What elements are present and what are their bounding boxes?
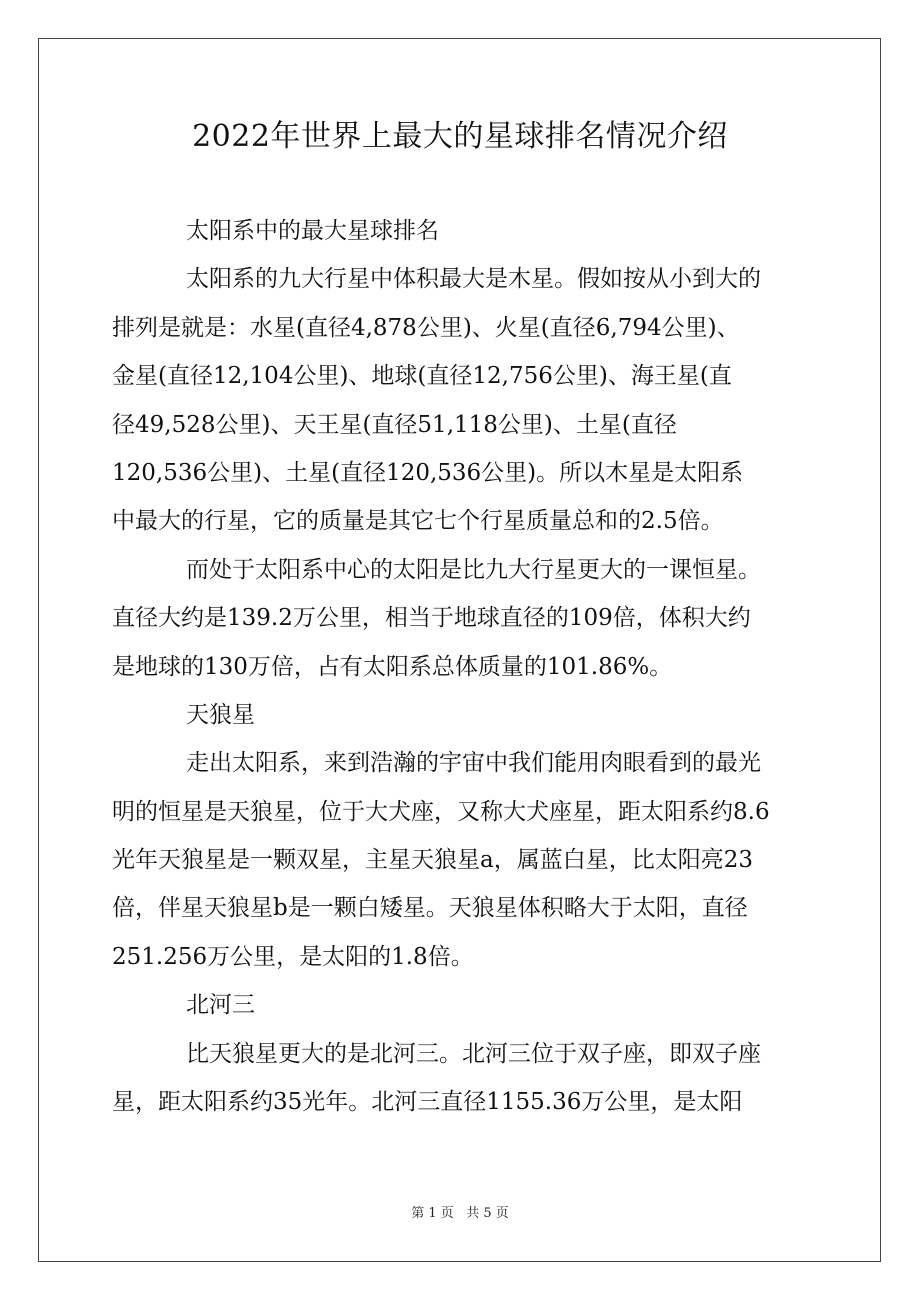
paragraph-line: 星，距太阳系约35光年。北河三直径1155.36万公里，是太阳: [112, 1089, 743, 1116]
document-body: [112, 207, 828, 1126]
paragraph-line: 而处于太阳系中心的太阳是比九大行星更大的一课恒星。: [186, 556, 761, 583]
paragraph-line: 倍，伴星天狼星b是一颗白矮星。天狼星体积略大于太阳，直径: [112, 895, 748, 922]
paragraph-line: 排列是就是：水星(直径4,878公里)、火星(直径6,794公里)、: [112, 314, 740, 341]
page-total: 共 5 页: [466, 1206, 509, 1221]
section-heading-solar-system: 太阳系中的最大星球排名: [186, 218, 439, 244]
paragraph-line: 太阳系的九大行星中体积最大是木星。假如按从小到大的: [186, 266, 761, 293]
paragraph-line: 直径大约是139.2万公里，相当于地球直径的109倍，体积大约: [112, 605, 751, 632]
section-heading-pollux: 北河三: [186, 992, 255, 1019]
page-number: 第 1 页: [411, 1206, 454, 1221]
paragraph-line: 120,536公里)、土星(直径120,536公里)。所以木星是太阳系: [112, 459, 744, 486]
paragraph-line: 径49,528公里)、天王星(直径51,118公里)、土星(直径: [112, 411, 677, 438]
paragraph-line: 比天狼星更大的是北河三。北河三位于双子座，即双子座: [186, 1040, 761, 1067]
paragraph-line: 是地球的130万倍，占有太阳系总体质量的101.86%。: [112, 653, 673, 680]
paragraph-line: 走出太阳系，来到浩瀚的宇宙中我们能用肉眼看到的最光: [186, 750, 761, 777]
paragraph-line: 251.256万公里，是太阳的1.8倍。: [112, 943, 474, 970]
paragraph-line: 光年天狼星是一颗双星，主星天狼星a，属蓝白星，比太阳亮23: [112, 847, 753, 874]
section-heading-sirius: 天狼星: [186, 701, 255, 728]
paragraph-line: 明的恒星是天狼星，位于大犬座，又称大犬座星，距太阳系约8.6: [112, 798, 770, 825]
paragraph-line: 中最大的行星，它的质量是其它七个行星质量总和的2.5倍。: [112, 508, 724, 535]
page-footer: [0, 1205, 920, 1223]
document-title: 2022年世界上最大的星球排名情况介绍: [192, 119, 728, 154]
paragraph-line: 金星(直径12,104公里)、地球(直径12,756公里)、海王星(直: [112, 363, 732, 390]
